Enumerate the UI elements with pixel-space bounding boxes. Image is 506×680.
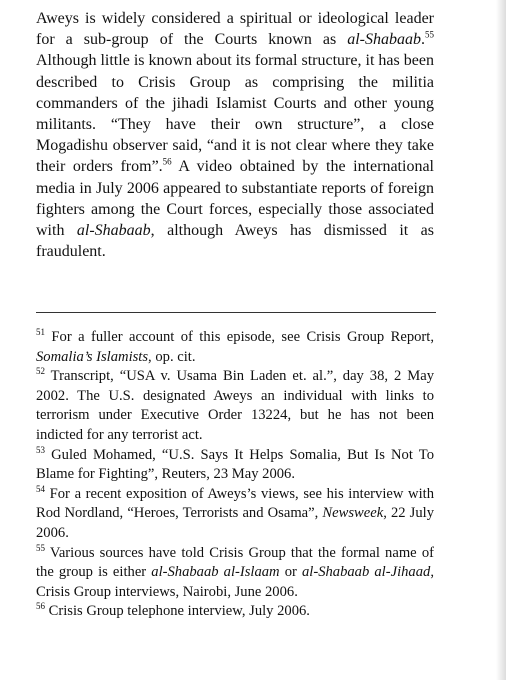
footnote-number-52: 52 <box>36 366 45 377</box>
footnotes-section <box>36 328 434 622</box>
main-text-part-1: Aweys is widely considered a spiritual or ideological leader for a sub-group of the Courts known as <box>36 10 434 49</box>
footnote-55-tail: , Crisis Group interviews, Nairobi, June 2006. <box>36 564 434 600</box>
footnote-53 <box>36 446 434 485</box>
footnote-56 <box>36 602 434 622</box>
footnote-number-51: 51 <box>36 327 45 338</box>
footnote-52 <box>36 367 434 445</box>
footnote-54 <box>36 485 434 544</box>
footnote-separator <box>36 312 436 313</box>
footnote-51-tail: , op. cit. <box>148 348 196 365</box>
footnote-number-53: 53 <box>36 444 45 455</box>
footnote-54-text: For a recent exposition of Aweys’s views, see his interview with Rod Nordland, “Heroes, Terrorists and Osama”, <box>36 485 434 522</box>
footnote-51-title: Somalia’s Islamists <box>36 348 149 365</box>
footnote-51 <box>36 328 434 367</box>
footnote-55 <box>36 544 434 603</box>
main-paragraph: Aweys is widely considered a spiritual or ideological leader for a sub-group of the Courts known as al-Shabaab.$^{55}$ Although little is known about its formal structure, it has been described to Crisis Group as comprising the militia commanders of the jihadi Islamist Courts and other young militants. “They have their own structure”, a close Mogadishu observer said, “and it is not clear where they take their orders from”.$^{56}$ A video obtained by the international media in July 2006 appeared to substantiate reports of foreign fighters among the Court forces, especially those associated with al-Shabaab, although Aweys has dismissed it as fraudulent. <box>36 10 434 261</box>
footnote-53-text: Guled Mohamed, “U.S. Says It Helps Somalia, But Is Not To Blame for Fighting”, Reuters, 23 May 2006. <box>36 446 434 483</box>
main-text-part-3: A video obtained by the international media in July 2006 appeared to substantiate reports of foreign fighters among the Court forces, especially those associated with <box>36 158 434 240</box>
page-edge-shadow <box>496 0 506 680</box>
footnote-55-name-1: al-Shabaab al-Islaam <box>151 564 280 581</box>
footnote-54-publication: Newsweek <box>322 505 384 522</box>
footnote-54-tail: , 22 July 2006. <box>36 505 434 541</box>
document-page <box>36 8 434 262</box>
term-al-shabaab: al-Shabaab <box>347 31 421 49</box>
footnote-ref-55[interactable]: 55 <box>425 29 434 40</box>
footnote-55-name-2: al-Shabaab al-Jihaad <box>301 564 431 581</box>
footnote-number-54: 54 <box>36 483 45 494</box>
footnote-51-text: For a fuller account of this episode, see Crisis Group Report, <box>45 329 434 345</box>
footnote-55-or: or <box>279 564 302 581</box>
footnote-ref-56[interactable]: 56 <box>162 157 172 168</box>
footnote-55-text: Various sources have told Crisis Group that the formal name of the group is either <box>36 544 434 581</box>
footnote-number-56: 56 <box>36 601 45 612</box>
main-text-part-2: Although little is known about its formal structure, it has been described to Crisis Group as comprising the militia commanders of the jihadi Islamist Courts and other young militants. “They have their own structure”, a close Mogadishu observer said, “and it is not clear where they take their orders from”. <box>36 52 434 176</box>
main-text-part-4: , although Aweys has dismissed it as fraudulent. <box>36 222 434 261</box>
footnote-52-text: Transcript, “USA v. Usama Bin Laden et. al.”, day 38, 2 May 2002. The U.S. designated Aweys an individual with links to terrorism under Executive Order 13224, but he has not been indicted for any terrorist act. <box>36 368 434 443</box>
footnote-number-55: 55 <box>36 542 45 553</box>
footnote-56-text: Crisis Group telephone interview, July 2006. <box>45 603 310 620</box>
term-al-shabaab-2: al-Shabaab <box>76 222 151 240</box>
